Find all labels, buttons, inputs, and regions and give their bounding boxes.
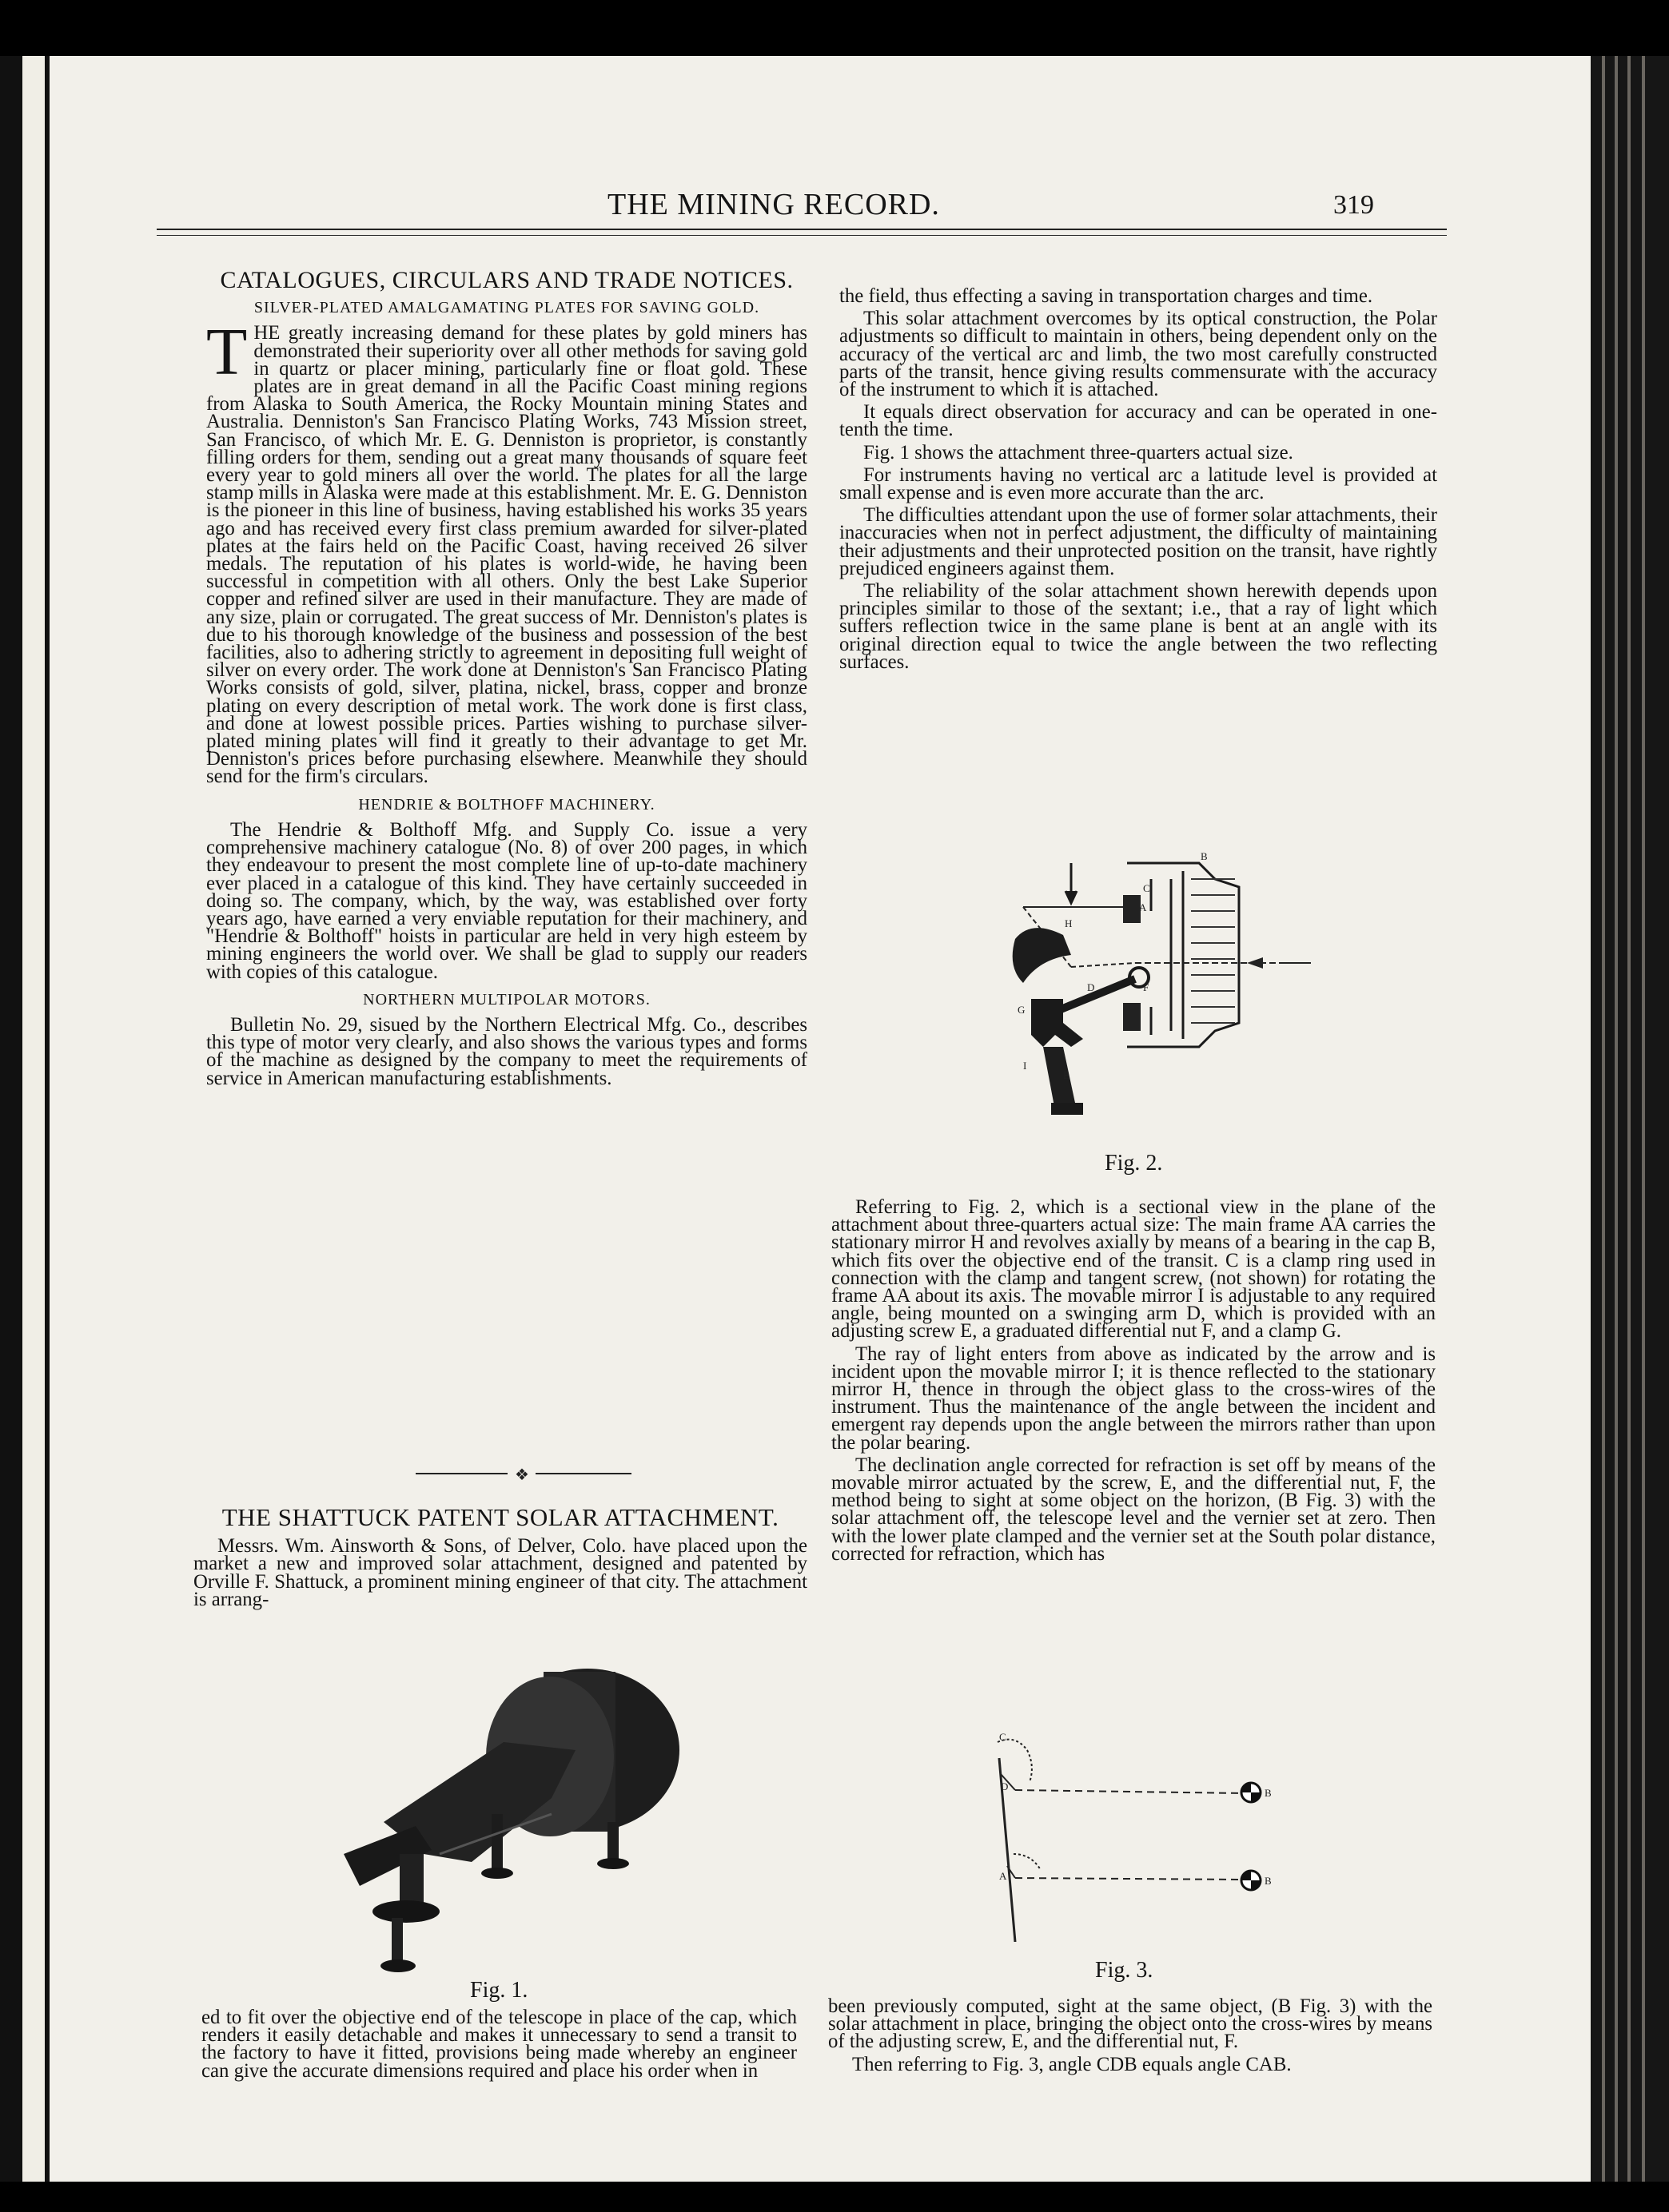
drop-cap: T (206, 315, 248, 390)
fig3-label-d: D (1001, 1780, 1009, 1792)
figure-1-caption: Fig. 1. (470, 1978, 528, 2003)
header-rule-thin (157, 235, 1447, 236)
paragraph-reliability: The reliability of the solar attachment shown herewith depends upon principles similar to those of the sextant; i.e., that a ray of light which suffers reflection twice in the same plane is bent at an angle with its original direction equal to twice the angle between the two reflecting surfaces. (839, 580, 1437, 673)
paragraph-accuracy: It equals direct observation for accuracy and can be operated in one-tenth the time. (839, 401, 1437, 441)
fig3-label-b-lower: B (1265, 1875, 1272, 1887)
figure-2-labels (943, 847, 1343, 1135)
label-h: H (1065, 917, 1073, 929)
page-number: 319 (1333, 190, 1374, 220)
label-b-top: B (1201, 850, 1208, 862)
right-column-mid (831, 1196, 1436, 1568)
section-divider (416, 1464, 631, 1488)
paragraph-angle-equality: Then referring to Fig. 3, angle CDB equals angle CAB. (852, 2053, 1292, 2075)
running-header (0, 187, 1669, 219)
fig3-label-a: A (999, 1870, 1007, 1882)
paragraph-difficulties: The difficulties attendant upon the use of former solar attachments, their inaccuracies when not in perfect adjustment, the difficulty of maintaining their adjustments and their unprotected position on the transit, have rightly prejudiced engineers against them. (839, 504, 1437, 579)
left-page-edge (0, 56, 50, 2182)
header-rule (157, 229, 1447, 230)
figure-3-caption: Fig. 3. (1095, 1958, 1153, 1983)
paragraph-declination: The declination angle corrected for refraction is set off by means of the movable mirror actuated by the screw, E, and the differential nut, F, the method being to sight at some object on the horizon, (B Fig. 3) with the solar attachment off, the telescope level and the vernier set at zero. Then with the lower plate clamped and the vernier set at the South polar distance, corrected for refraction, which has (831, 1454, 1436, 1565)
left-column (206, 267, 807, 1092)
svg-text:❖: ❖ (515, 1466, 529, 1483)
label-i: I (1023, 1060, 1027, 1072)
journal-title: THE MINING RECORD. (607, 188, 940, 221)
paragraph-hendrie: The Hendrie & Bolthoff Mfg. and Supply Co. issue a very comprehensive machinery catalogue (No. 8) of over 200 pages, in which they endeavour to present the most complete line of up-to-date machinery ever placed in a catalogue of this kind. They have certainly succeeded in doing so. The company, which, by the way, was established over forty years ago, have earned a very enviable reputation for their machinery, and "Hendrie & Bolthoff" hoists in particular are held in very high esteem by mining engineers the world over. We shall be glad to supply our readers with copies of this catalogue. (206, 818, 807, 983)
paragraph-computed: been previously computed, sight at the same object, (B Fig. 3) with the solar attachment in place, bringing the object onto the cross-wires by means of the adjusting screw, E, and the differential nut, F. (828, 1995, 1432, 2053)
right-column-bottom (828, 1995, 1432, 2079)
fig3-label-c: C (999, 1731, 1006, 1743)
label-g: G (1018, 1004, 1026, 1016)
paragraph-shattuck-continued: ed to fit over the objective end of the telescope in place of the cap, which renders it easily detachable and makes it unnecessary to send a transit to the factory to have it fitted, provisions being made whereby an engineer can give the accurate dimensions required and place his order when in (201, 2007, 797, 2082)
paragraph-ray-of-light: The ray of light enters from above as indicated by the arrow and is incident upon the movable mirror I; it is thence reflected to the stationary mirror H, thence in through the object glass to the cross-wires of the instrument. Thus the maintenance of the angle between the incident and emergent ray depends upon the angle between the mirrors rather than upon the polar bearing. (831, 1343, 1436, 1454)
figure-2-caption: Fig. 2. (1105, 1151, 1163, 1176)
subheading-northern: NORTHERN MULTIPOLAR MOTORS. (363, 990, 651, 1009)
paragraph-latitude: For instruments having no vertical arc a latitude level is provided at small expense and is even more accurate than the arc. (839, 463, 1437, 504)
fig3-label-b-upper: B (1265, 1787, 1272, 1799)
right-page-edge (1591, 56, 1669, 2182)
right-column (839, 285, 1437, 676)
paragraph-optical: This solar attachment overcomes by its optical construction, the Polar adjustments so difficult to maintain in others, being dependent only on the accuracy of the vertical arc and limb, the two most carefully constructed parts of the transit, hence giving results commensurate with the accuracy of the instrument to which it is attached. (839, 308, 1437, 401)
subheading-silver-plates: SILVER-PLATED AMALGAMATING PLATES FOR SAVING GOLD. (253, 299, 760, 317)
label-c: C (1143, 882, 1150, 894)
paragraph-shattuck-intro: Messrs. Wm. Ainsworth & Sons, of Delver, Colo. have placed upon the market a new and improved solar attachment, designed and patented by Orville F. Shattuck, a prominent mining engineer of that city. The attachment is arrang- (193, 1535, 807, 1610)
left-column-bottom (201, 2009, 797, 2085)
label-e: E (1063, 1069, 1070, 1081)
subheading-hendrie: HENDRIE & BOLTHOFF MACHINERY. (358, 795, 655, 814)
figure-3-angle-diagram (951, 1726, 1303, 1942)
paragraph-northern: Bulletin No. 29, sisued by the Northern Electrical Mfg. Co., describes this type of motor very clearly, and also shows the various types and forms of the machine as designed by the company to meet the requirements of service in American manufacturing establishments. (206, 1013, 807, 1089)
label-a: A (1139, 901, 1147, 913)
left-column-lower (193, 1494, 807, 1613)
paragraph-fig2-description: Referring to Fig. 2, which is a sectional view in the plane of the attachment about three-quarters actual size: The main frame AA carries the stationary mirror H and revolves axially by means of a bearing in the cap B, which fits over the objective end of the transit. C is a clamp ring used in connection with the clamp and tangent screw, (not shown) for rotating the frame AA about its axis. The movable mirror I is adjustable to any required angle, being mounted on a swinging arm D, which is provided with an adjusting screw E, a graduated differential nut F, and a clamp G. (831, 1196, 1436, 1343)
paragraph-fig1-size: Fig. 1 shows the attachment three-quarters actual size. (863, 441, 1293, 463)
label-d: D (1087, 981, 1095, 993)
paragraph-silver-plates: THE greatly increasing demand for these plates by gold miners has demonstrated their superiority over all other methods for saving gold in quartz or placer mining, particularly fine or float gold. These plates are in great demand in all the Pacific Coast mining regions from Alaska to South America, the Rocky Mountain mining States and Australia. Denniston's San Francisco Plating Works, 743 Mission street, San Francisco, of which Mr. E. G. Denniston is proprietor, is constantly filling orders for them, sending out a great many thousands of square feet every year to gold miners all over the world. The plates for all the large stamp mills in Alaska were made at this establishment. Mr. E. G. Denniston is the pioneer in this line of business, having established his works 35 years ago and has received every first class premium awarded for silver-plated plates at the fairs held on the Pacific Coast, having received 26 silver medals. The reputation of his plates is world-wide, he having been successful in competition with all others. Only the best Lake Superior copper and refined silver are used in their manufacture. They are made of any size, plain or corrugated. The great success of Mr. Denniston's plates is due to his thorough knowledge of the business and possession of the best facilities, also to adhering strictly to agreement in depositing full weight of silver on every order. The work done at Denniston's San Francisco Plating Works consists of gold, silver, platina, nickel, brass, copper and bronze plating on every description of metal work. The work done is first class, and done at lowest possible prices. Parties wishing to purchase silver-plated mining plates will find it greatly to their advantage to get Mr. Denniston's prices before purchasing elsewhere. Meanwhile they should send for the firm's circulars. (206, 315, 807, 788)
figure-1-solar-attachment (312, 1654, 711, 1974)
paragraph-field: the field, thus effecting a saving in transportation charges and time. (839, 285, 1373, 307)
label-f: F (1143, 981, 1149, 993)
section-heading-shattuck: THE SHATTUCK PATENT SOLAR ATTACHMENT. (221, 1503, 779, 1531)
section-heading-catalogues: CATALOGUES, CIRCULARS AND TRADE NOTICES. (220, 267, 794, 293)
